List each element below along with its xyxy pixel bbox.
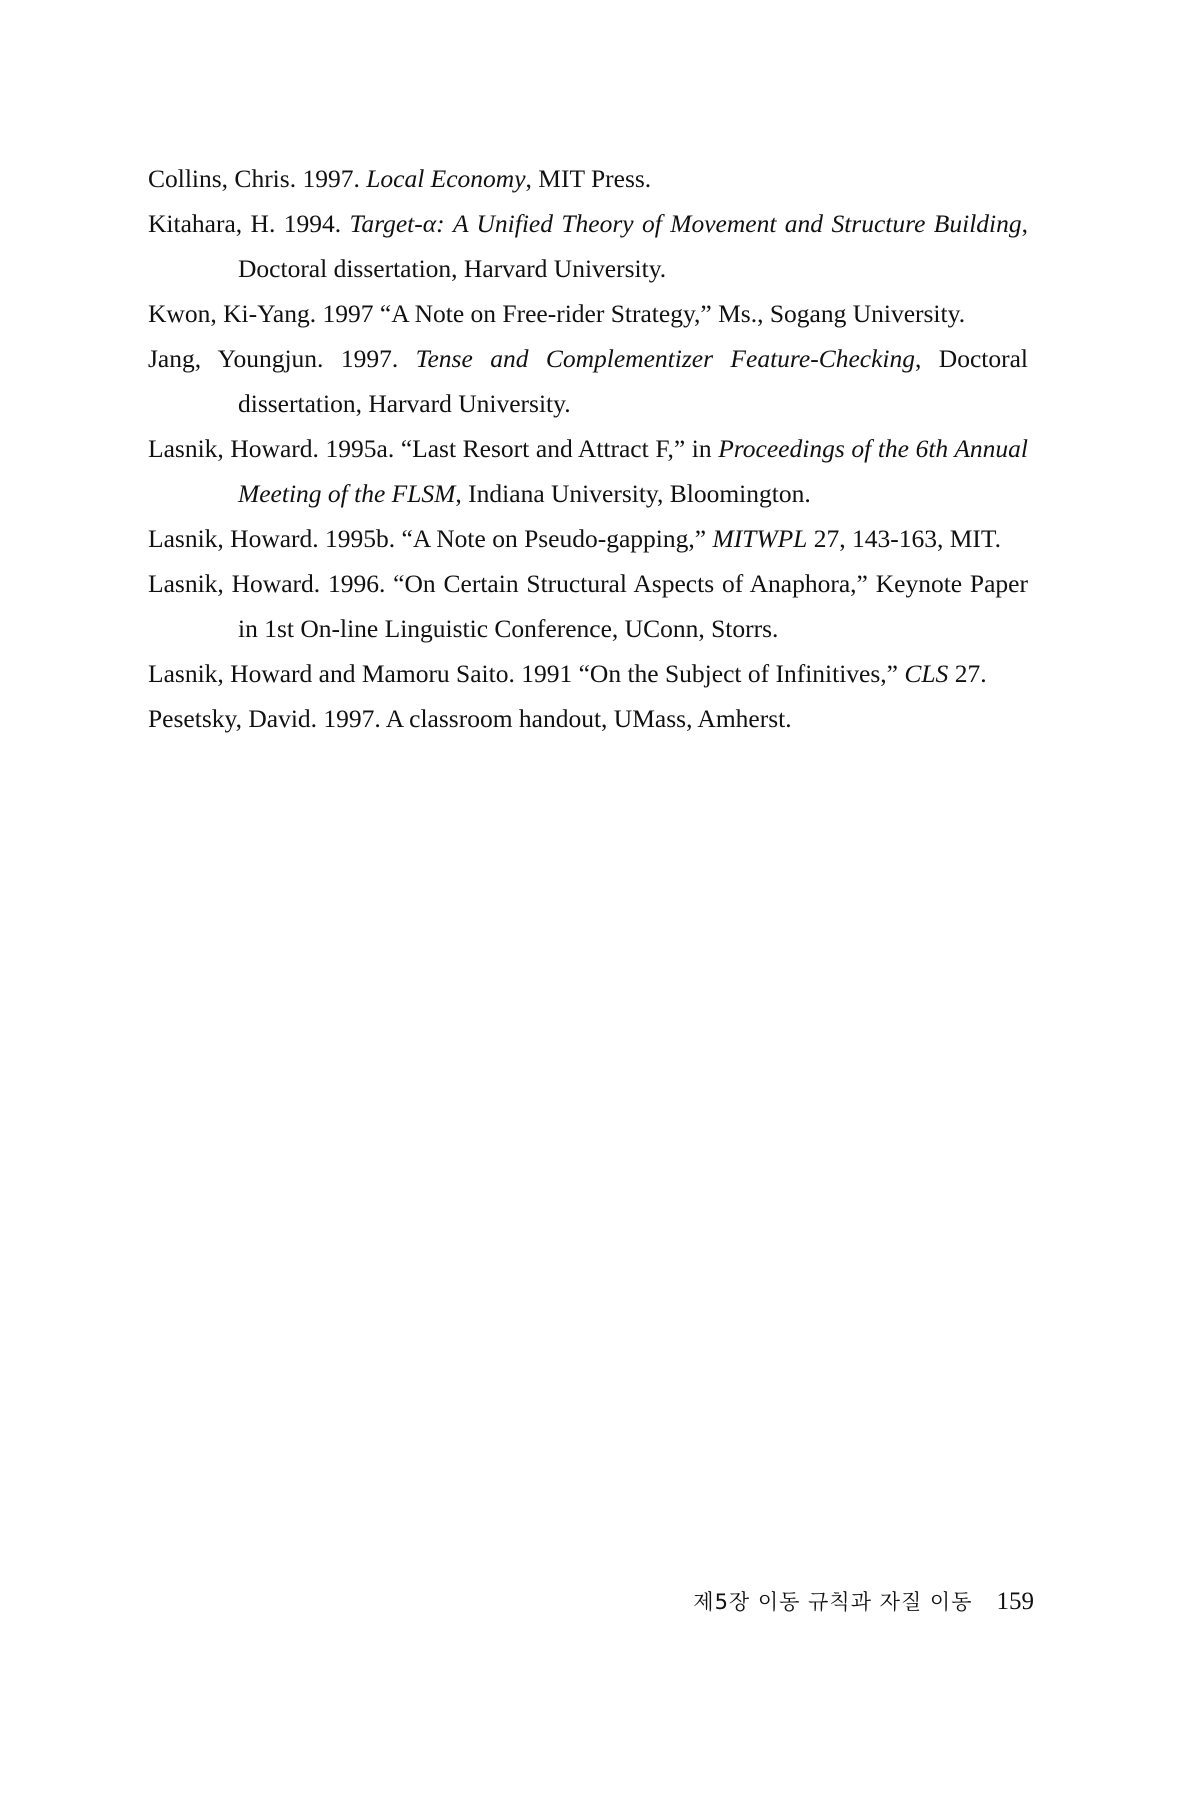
reference-entry [148, 651, 1028, 696]
page-number: 159 [996, 1588, 1034, 1615]
reference-title-italic: CLS [904, 659, 949, 688]
reference-entry [148, 561, 1028, 651]
reference-text: 27, 143-163, MIT. [807, 524, 1001, 553]
reference-text: Lasnik, Howard. 1996. “On Certain Structural Aspects of Anaphora,” Keynote Paper in 1st On-line Linguistic Conference, UConn, Storrs. [148, 569, 1028, 643]
reference-title-italic: Local Economy [366, 164, 526, 193]
reference-text: , Doctoral dissertation, Harvard University. [238, 209, 1028, 283]
reference-title-italic: Proceedings of the 6th Annual Meeting of the FLSM [238, 434, 1028, 508]
running-chapter-title: 제5장 이동 규칙과 자질 이동 [693, 1590, 973, 1614]
reference-entry [148, 201, 1028, 291]
reference-text: Kwon, Ki-Yang. 1997 “A Note on Free-rider Strategy,” Ms., Sogang University. [148, 299, 966, 328]
reference-title-italic: Target-α: A Unified Theory of Movement and Structure Building [349, 209, 1022, 238]
reference-entry [148, 156, 1028, 201]
reference-text: Lasnik, Howard. 1995a. “Last Resort and Attract F,” in [148, 434, 719, 463]
reference-text: Lasnik, Howard. 1995b. “A Note on Pseudo-gapping,” [148, 524, 713, 553]
reference-list [148, 156, 1028, 741]
reference-text: Jang, Youngjun. 1997. [148, 344, 416, 373]
reference-entry [148, 336, 1028, 426]
reference-entry [148, 516, 1028, 561]
reference-text: 27. [948, 659, 987, 688]
reference-text: Collins, Chris. 1997. [148, 164, 367, 193]
page-footer [693, 1582, 1034, 1622]
reference-entry [148, 426, 1028, 516]
reference-text: Pesetsky, David. 1997. A classroom handout, UMass, Amherst. [148, 704, 792, 733]
reference-text: Lasnik, Howard and Mamoru Saito. 1991 “On the Subject of Infinitives,” [148, 659, 905, 688]
reference-entry [148, 696, 1028, 741]
reference-title-italic: Tense and Complementizer Feature-Checking [415, 344, 915, 373]
reference-title-italic: MITWPL [712, 524, 808, 553]
reference-entry [148, 291, 1028, 336]
reference-text: Kitahara, H. 1994. [148, 209, 350, 238]
reference-text: , Indiana University, Bloomington. [455, 479, 811, 508]
reference-text: , Doctoral dissertation, Harvard University. [238, 344, 1029, 418]
reference-text: , MIT Press. [525, 164, 652, 193]
